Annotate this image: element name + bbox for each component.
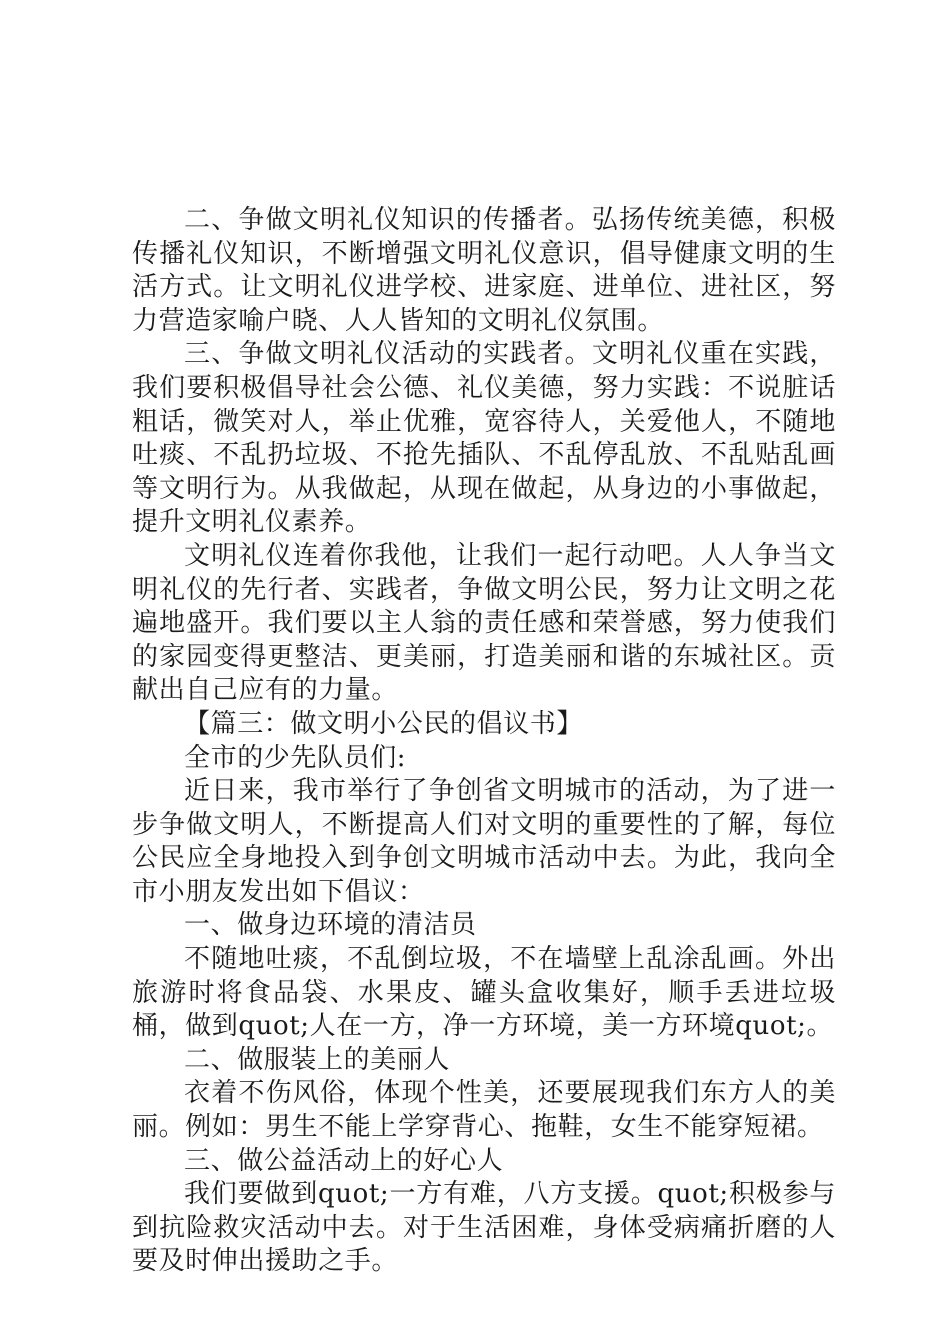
heading-charity: 三、做公益活动上的好心人 — [184, 1145, 504, 1176]
paragraph-call-to-action: 文明礼仪连着你我他，让我们一起行动吧。人人争当文明礼仪的先行者、实践者，争做文明公民，努力让文明之花遍地盛开。我们要以主人翁的责任感和荣誉感，努力使我们的家园变得更整洁、更美丽，打造美丽和谐的东城社区。贡献出自己应有的力量。 — [132, 540, 836, 706]
paragraph-intro: 近日来，我市举行了争创省文明城市的活动，为了进一步争做文明人，不断提高人们对文明的重要性的了解，每位公民应全身地投入到争创文明城市活动中去。为此，我向全市小朋友发出如下倡议： — [132, 776, 836, 907]
section-heading-part-three: 【篇三：做文明小公民的倡议书】 — [184, 708, 584, 739]
paragraph-disseminator: 二、争做文明礼仪知识的传播者。弘扬传统美德，积极传播礼仪知识，不断增强文明礼仪意识，倡导健康文明的生活方式。让文明礼仪进学校、进家庭、进单位、进社区，努力营造家喻户晓、人人皆知的文明礼仪氛围。 — [132, 205, 836, 336]
heading-clothing: 二、做服装上的美丽人 — [184, 1044, 451, 1075]
paragraph-clothing: 衣着不伤风俗，体现个性美，还要展现我们东方人的美丽。例如：男生不能上学穿背心、拖鞋，女生不能穿短裙。 — [132, 1078, 836, 1143]
paragraph-practitioner: 三、争做文明礼仪活动的实践者。文明礼仪重在实践，我们要积极倡导社会公德、礼仪美德，努力实践：不说脏话粗话，微笑对人，举止优雅，宽容待人，关爱他人，不随地吐痰、不乱扔垃圾、不抢先插队、不乱停乱放、不乱贴乱画等文明行为。从我做起，从现在做起，从身边的小事做起，提升文明礼仪素养。 — [132, 339, 836, 538]
paragraph-charity: 我们要做到quot;一方有难，八方支援。quot;积极参与到抗险救灾活动中去。对于生活困难，身体受病痛折磨的人要及时伸出援助之手。 — [132, 1179, 836, 1277]
paragraph-cleaner: 不随地吐痰，不乱倒垃圾，不在墙壁上乱涂乱画。外出旅游时将食品袋、水果皮、罐头盒收集好，顺手丢进垃圾桶，做到quot;人在一方，净一方环境，美一方环境quot;。 — [132, 944, 836, 1042]
document-body — [132, 204, 836, 1279]
salutation: 全市的少先队员们: — [184, 742, 407, 773]
heading-cleaner: 一、做身边环境的清洁员 — [184, 910, 477, 941]
